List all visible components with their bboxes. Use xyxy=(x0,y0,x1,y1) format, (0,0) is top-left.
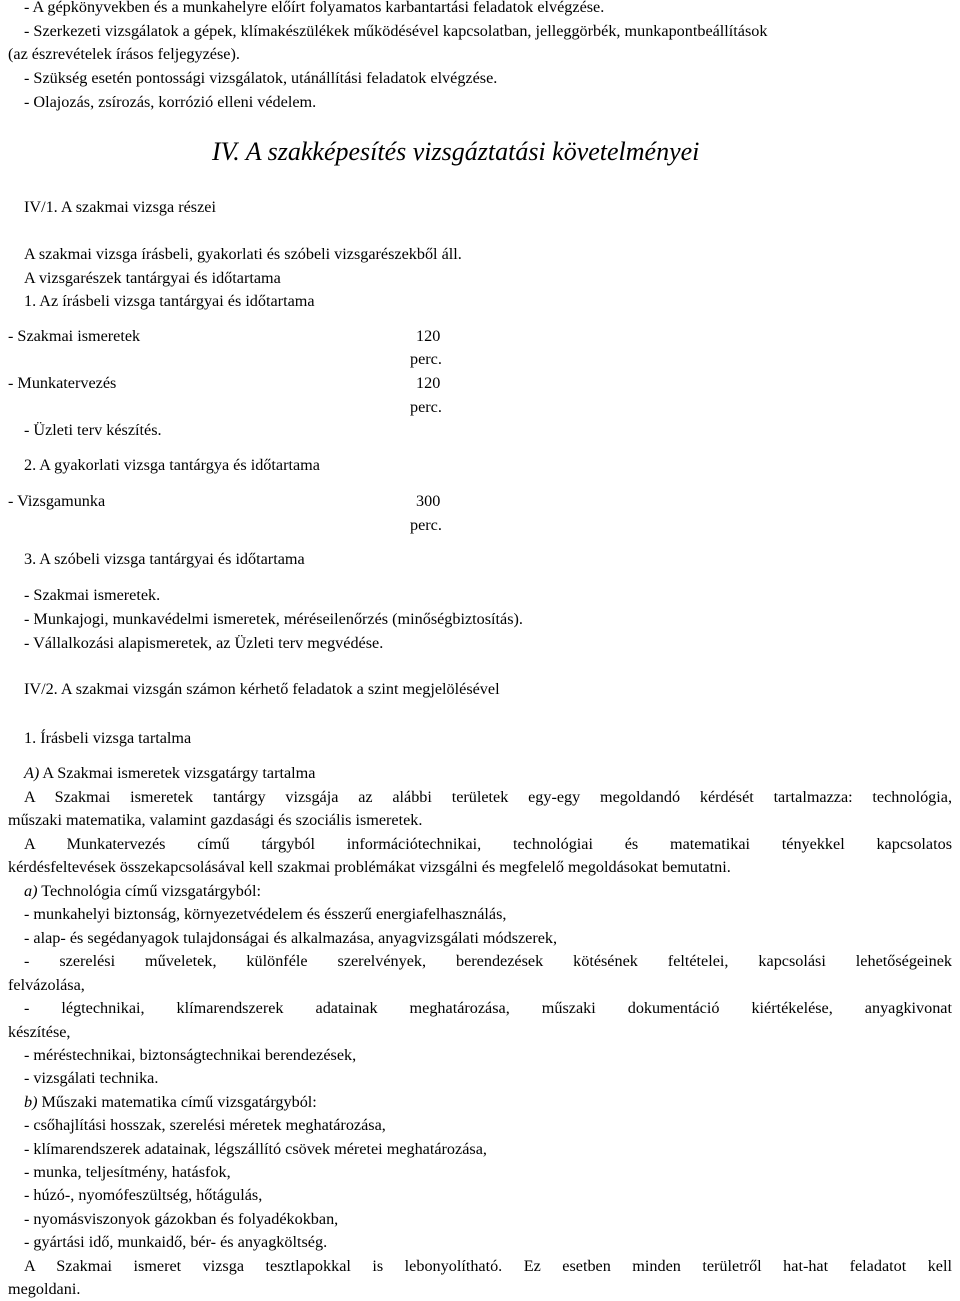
paragraph-line: műszaki matematika, valamint gazdasági és szociális ismeretek. xyxy=(8,811,423,829)
paragraph-line: megoldani. xyxy=(8,1280,81,1298)
paragraph-line: A szakmai vizsga írásbeli, gyakorlati és szóbeli vizsgarészekből áll. xyxy=(24,245,462,263)
exam-item-duration: 300 xyxy=(416,492,441,510)
list-item: készítése, xyxy=(8,1023,71,1041)
oral-item: - Munkajogi, munkavédelmi ismeretek, méréseilenőrzés (minőségbiztosítás). xyxy=(24,610,523,628)
exam-item-duration: 120 xyxy=(416,327,441,345)
section-heading: IV/1. A szakmai vizsga részei xyxy=(24,198,216,216)
paragraph-line: A Munkatervezés című tárgyból információtechnikai, technológiai és matematikai tényekkel kapcsolatos xyxy=(24,835,952,853)
paragraph-line: kérdésfeltevések összekapcsolásával kell szakmai problémákat vizsgálni és megfelelő megoldásokat bemutatni. xyxy=(8,858,731,876)
exam-item-unit: perc. xyxy=(410,516,442,534)
subsection-heading: 1. Az írásbeli vizsga tantárgyai és időtartama xyxy=(24,292,315,310)
list-item: - munkahelyi biztonság, környezetvédelem és ésszerű energiafelhasználás, xyxy=(24,905,507,923)
list-item: felvázolása, xyxy=(8,976,85,994)
intro-line: - A gépkönyvekben és a munkahelyre előírt folyamatos karbantartási feladatok elvégzése. xyxy=(24,0,605,16)
exam-item-label: - Munkatervezés xyxy=(8,374,117,392)
subject-heading xyxy=(24,762,315,785)
section-heading: IV/2. A szakmai vizsgán számon kérhető feladatok a szint megjelölésével xyxy=(24,680,500,698)
paragraph-line: A vizsgarészek tantárgyai és időtartama xyxy=(24,269,281,287)
subject-heading xyxy=(24,1091,317,1114)
subject-title: Műszaki matematika című vizsgatárgyból: xyxy=(37,1093,317,1111)
list-item: - csőhajlítási hosszak, szerelési méretek meghatározása, xyxy=(24,1116,386,1134)
subsection-heading: 1. Írásbeli vizsga tartalma xyxy=(24,729,192,747)
subject-marker: b) xyxy=(24,1093,38,1111)
oral-item: - Vállalkozási alapismeretek, az Üzleti terv megvédése. xyxy=(24,634,384,652)
intro-line: - Szükség esetén pontossági vizsgálatok, utánállítási feladatok elvégzése. xyxy=(24,69,498,87)
subsection-heading: 2. A gyakorlati vizsga tantárgya és időtartama xyxy=(24,456,320,474)
oral-item: - Szakmai ismeretek. xyxy=(24,586,161,604)
list-item: - légtechnikai, klímarendszerek adatainak meghatározása, műszaki dokumentáció kiértékelése, anyagkivonat xyxy=(24,999,952,1017)
list-item: - nyomásviszonyok gázokban és folyadékokban, xyxy=(24,1210,339,1228)
exam-item-unit: perc. xyxy=(410,350,442,368)
exam-item-label: - Vizsgamunka xyxy=(8,492,106,510)
subject-title: A Szakmai ismeretek vizsgatárgy tartalma xyxy=(39,764,316,782)
subsection-heading: 3. A szóbeli vizsga tantárgyai és időtartama xyxy=(24,550,305,568)
list-item: - húzó-, nyomófeszültség, hőtágulás, xyxy=(24,1186,263,1204)
subject-marker: A) xyxy=(24,764,40,782)
exam-item-duration: 120 xyxy=(416,374,441,392)
list-item: - gyártási idő, munkaidő, bér- és anyagköltség. xyxy=(24,1233,328,1251)
subject-heading xyxy=(24,880,261,903)
intro-line: (az észrevételek írásos feljegyzése). xyxy=(8,45,240,63)
subject-marker: a) xyxy=(24,882,38,900)
list-item: - alap- és segédanyagok tulajdonságai és alkalmazása, anyagvizsgálati módszerek, xyxy=(24,929,558,947)
paragraph-line: A Szakmai ismeret vizsga tesztlapokkal is lebonyolítható. Ez esetben minden területről hat-hat feladatot kell xyxy=(24,1257,952,1275)
exam-item-unit: perc. xyxy=(410,398,442,416)
list-item: - munka, teljesítmény, hatásfok, xyxy=(24,1163,231,1181)
list-item: - méréstechnikai, biztonságtechnikai berendezések, xyxy=(24,1046,357,1064)
intro-line: - Olajozás, zsírozás, korrózió elleni védelem. xyxy=(24,93,317,111)
paragraph-line: A Szakmai ismeretek tantárgy vizsgája az alábbi területek egy-egy megoldandó kérdését tartalmazza: technológia, xyxy=(24,788,952,806)
exam-subitem: - Üzleti terv készítés. xyxy=(24,421,162,439)
list-item: - szerelési műveletek, különféle szerelvények, berendezések kötésének feltételei, kapcsolási lehetőségeinek xyxy=(24,952,952,970)
exam-item-label: - Szakmai ismeretek xyxy=(8,327,141,345)
subject-title: Technológia című vizsgatárgyból: xyxy=(37,882,261,900)
intro-line: - Szerkezeti vizsgálatok a gépek, klímakészülékek működésével kapcsolatban, jelleggörbék, munkapontbeállítások xyxy=(24,22,768,40)
list-item: - vizsgálati technika. xyxy=(24,1069,159,1087)
chapter-title: IV. A szakképesítés vizsgáztatási követelményei xyxy=(212,137,700,166)
list-item: - klímarendszerek adatainak, légszállító csövek méretei meghatározása, xyxy=(24,1140,487,1158)
